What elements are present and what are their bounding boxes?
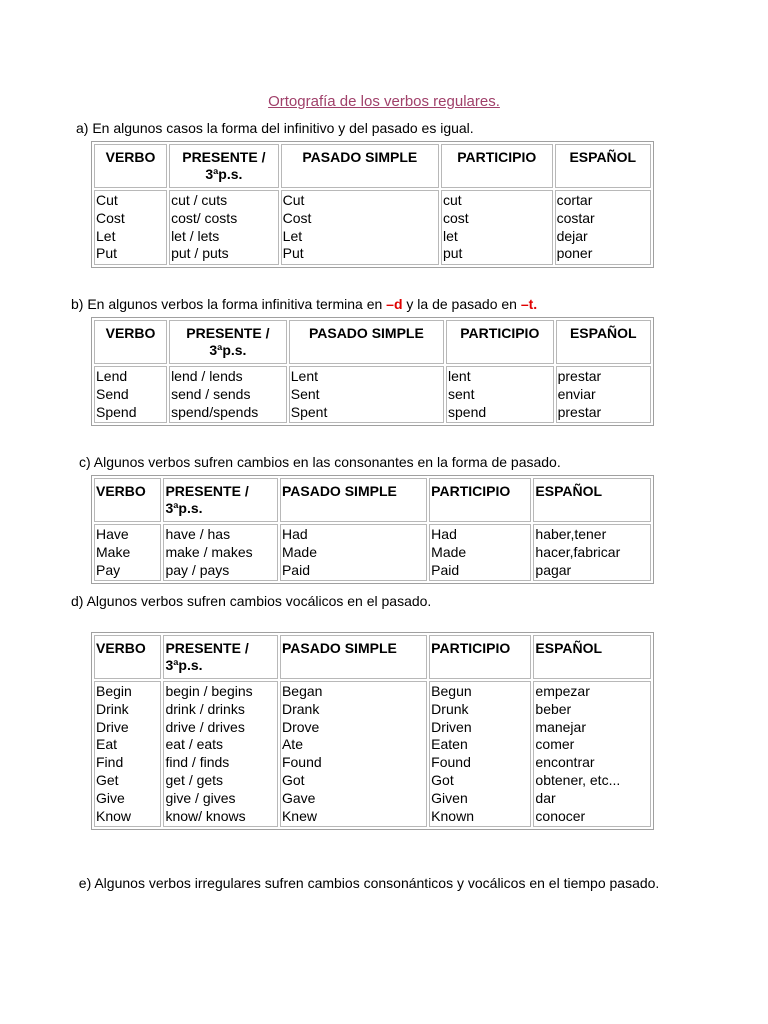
verbo-cell <box>94 524 161 581</box>
cell-text: Begun <box>431 683 472 699</box>
cell-text: Get <box>96 771 119 788</box>
table-b <box>91 317 654 426</box>
cell-text: Put <box>282 245 304 262</box>
presente-cell <box>169 366 287 423</box>
cell-text: Eaten <box>431 736 468 753</box>
verbo-cell <box>94 366 167 423</box>
participio-cell <box>429 524 531 581</box>
presente-cell <box>163 524 278 581</box>
cell-text: Made <box>431 543 467 560</box>
table-header-row <box>94 478 651 522</box>
espanol-cell <box>556 366 651 423</box>
table-row <box>94 190 651 265</box>
intro-highlight-t: –t. <box>520 296 538 312</box>
pasado-cell <box>280 681 427 827</box>
cell-text: Cut <box>96 192 118 208</box>
cell-text: Let <box>282 227 303 244</box>
intro-text: b) En algunos verbos la forma infinitiva termina en <box>71 296 387 312</box>
cell-text: spend <box>448 403 487 420</box>
presente-cell <box>169 190 279 265</box>
cell-text: Known <box>431 807 474 824</box>
header-participio: PARTICIPIO <box>446 320 554 364</box>
header-presente: PRESENTE / 3ªp.s. <box>163 478 278 522</box>
cell-text: pagar <box>535 561 572 578</box>
cell-text: conocer <box>535 807 586 824</box>
cell-text: Give <box>96 789 125 806</box>
cell-text: comer <box>535 736 575 753</box>
participio-cell <box>429 681 531 827</box>
cell-text: begin / begins <box>165 683 253 699</box>
cell-text: Know <box>96 807 132 824</box>
cell-text: Got <box>431 771 454 788</box>
cell-text: Drank <box>281 700 320 717</box>
cell-text: spend/spends <box>171 403 259 420</box>
cell-text: Driven <box>431 718 472 735</box>
cell-text: Ate <box>281 736 303 753</box>
cell-text: know/ knows <box>165 807 246 824</box>
cell-text: Spent <box>290 403 328 420</box>
cell-text: Got <box>281 771 305 788</box>
cell-text: lent <box>448 368 471 384</box>
verbo-cell <box>94 681 161 827</box>
cell-text: Sent <box>290 385 320 402</box>
cell-text: Found <box>281 754 322 771</box>
section-b-intro <box>71 295 537 313</box>
cell-text: Found <box>431 754 471 771</box>
table-row <box>94 524 651 581</box>
section-d-intro: d) Algunos verbos sufren cambios vocálicos en el pasado. <box>71 593 432 609</box>
cell-text: Paid <box>431 561 460 578</box>
header-espanol: ESPAÑOL <box>556 320 651 364</box>
cell-text: Lend <box>96 368 128 384</box>
cell-text: dejar <box>556 227 588 244</box>
table-header-row <box>94 635 651 679</box>
cell-text: Lent <box>290 368 319 384</box>
cell-text: find / finds <box>165 754 230 771</box>
participio-cell <box>441 190 553 265</box>
cell-text: encontrar <box>535 754 595 771</box>
cell-text: Drunk <box>431 700 469 717</box>
page-title: Ortografía de los verbos regulares. <box>268 93 500 110</box>
cell-text: costar <box>556 209 595 226</box>
cell-text: cut / cuts <box>171 192 228 208</box>
section-e-intro: e) Algunos verbos irregulares sufren cambios consonánticos y vocálicos en el tiempo pasado. <box>71 875 660 891</box>
header-participio: PARTICIPIO <box>429 478 531 522</box>
cell-text: empezar <box>535 683 590 699</box>
table-row <box>94 681 651 827</box>
cell-text: let <box>442 227 458 244</box>
cell-text: Send <box>96 385 129 402</box>
verbo-cell <box>94 190 167 265</box>
participio-cell <box>446 366 554 423</box>
pasado-cell <box>281 190 439 265</box>
cell-text: hacer,fabricar <box>535 543 621 560</box>
table-header-row <box>94 144 651 188</box>
cell-text: send / sends <box>171 385 251 402</box>
cell-text: Let <box>96 227 116 244</box>
cell-text: Put <box>96 245 118 262</box>
table-header-row <box>94 320 651 364</box>
header-participio: PARTICIPIO <box>429 635 531 679</box>
cell-text: cut <box>442 192 462 208</box>
table-row <box>94 366 651 423</box>
cell-text: Eat <box>96 736 118 753</box>
cell-text: drive / drives <box>165 718 245 735</box>
header-pasado-simple: PASADO SIMPLE <box>281 144 439 188</box>
cell-text: Made <box>281 543 317 560</box>
header-verbo: VERBO <box>94 478 161 522</box>
cell-text: Make <box>96 543 131 560</box>
cell-text: Cost <box>96 209 125 226</box>
pasado-cell <box>280 524 427 581</box>
cell-text: Begin <box>96 683 132 699</box>
cell-text: Gave <box>281 789 316 806</box>
header-verbo: VERBO <box>94 320 167 364</box>
espanol-cell <box>555 190 651 265</box>
header-espanol: ESPAÑOL <box>533 635 651 679</box>
header-pasado-simple: PASADO SIMPLE <box>280 478 427 522</box>
header-participio: PARTICIPIO <box>441 144 553 188</box>
header-presente: PRESENTE / 3ªp.s. <box>169 144 279 188</box>
espanol-cell <box>533 681 651 827</box>
header-presente: PRESENTE / 3ªp.s. <box>169 320 287 364</box>
header-verbo: VERBO <box>94 144 167 188</box>
cell-text: Given <box>431 789 468 806</box>
cell-text: cost <box>442 209 469 226</box>
cell-text: give / gives <box>165 789 236 806</box>
cell-text: Knew <box>281 807 317 824</box>
cell-text: lend / lends <box>171 368 243 384</box>
header-espanol: ESPAÑOL <box>555 144 651 188</box>
table-c <box>91 475 654 584</box>
cell-text: dar <box>535 789 556 806</box>
cell-text: Drink <box>96 700 129 717</box>
cell-text: obtener, etc... <box>535 771 621 788</box>
intro-highlight-d: –d <box>386 296 403 312</box>
cell-text: sent <box>448 385 475 402</box>
table-d <box>91 632 654 830</box>
cell-text: drink / drinks <box>165 700 245 717</box>
cell-text: Paid <box>281 561 310 578</box>
cell-text: Drove <box>281 718 320 735</box>
cell-text: put <box>442 245 463 262</box>
section-c-intro: c) Algunos verbos sufren cambios en las consonantes en la forma de pasado. <box>79 454 561 470</box>
section-a-intro: a) En algunos casos la forma del infinitivo y del pasado es igual. <box>76 120 474 136</box>
header-presente: PRESENTE / 3ªp.s. <box>163 635 278 679</box>
cell-text: let / lets <box>171 227 220 244</box>
cell-text: have / has <box>165 526 231 542</box>
cell-text: Cut <box>282 192 305 208</box>
cell-text: Had <box>281 526 308 542</box>
table-a <box>91 141 654 268</box>
cell-text: Have <box>96 526 129 542</box>
cell-text: Spend <box>96 403 137 420</box>
cell-text: poner <box>556 245 593 262</box>
cell-text: get / gets <box>165 771 224 788</box>
pasado-cell <box>289 366 444 423</box>
header-pasado-simple: PASADO SIMPLE <box>289 320 444 364</box>
header-pasado-simple: PASADO SIMPLE <box>280 635 427 679</box>
cell-text: Drive <box>96 718 129 735</box>
cell-text: put / puts <box>171 245 229 262</box>
espanol-cell <box>533 524 651 581</box>
cell-text: Find <box>96 754 124 771</box>
cell-text: pay / pays <box>165 561 230 578</box>
cell-text: Pay <box>96 561 121 578</box>
cell-text: cortar <box>556 192 593 208</box>
cell-text: Had <box>431 526 457 542</box>
cell-text: prestar <box>557 368 602 384</box>
cell-text: haber,tener <box>535 526 607 542</box>
presente-cell <box>163 681 278 827</box>
header-espanol: ESPAÑOL <box>533 478 651 522</box>
cell-text: enviar <box>557 385 596 402</box>
cell-text: make / makes <box>165 543 253 560</box>
cell-text: manejar <box>535 718 586 735</box>
cell-text: eat / eats <box>165 736 224 753</box>
cell-text: Cost <box>282 209 312 226</box>
intro-text: y la de pasado en <box>402 296 521 312</box>
cell-text: Began <box>281 683 323 699</box>
cell-text: beber <box>535 700 572 717</box>
cell-text: cost/ costs <box>171 209 238 226</box>
cell-text: prestar <box>557 403 602 420</box>
header-verbo: VERBO <box>94 635 161 679</box>
